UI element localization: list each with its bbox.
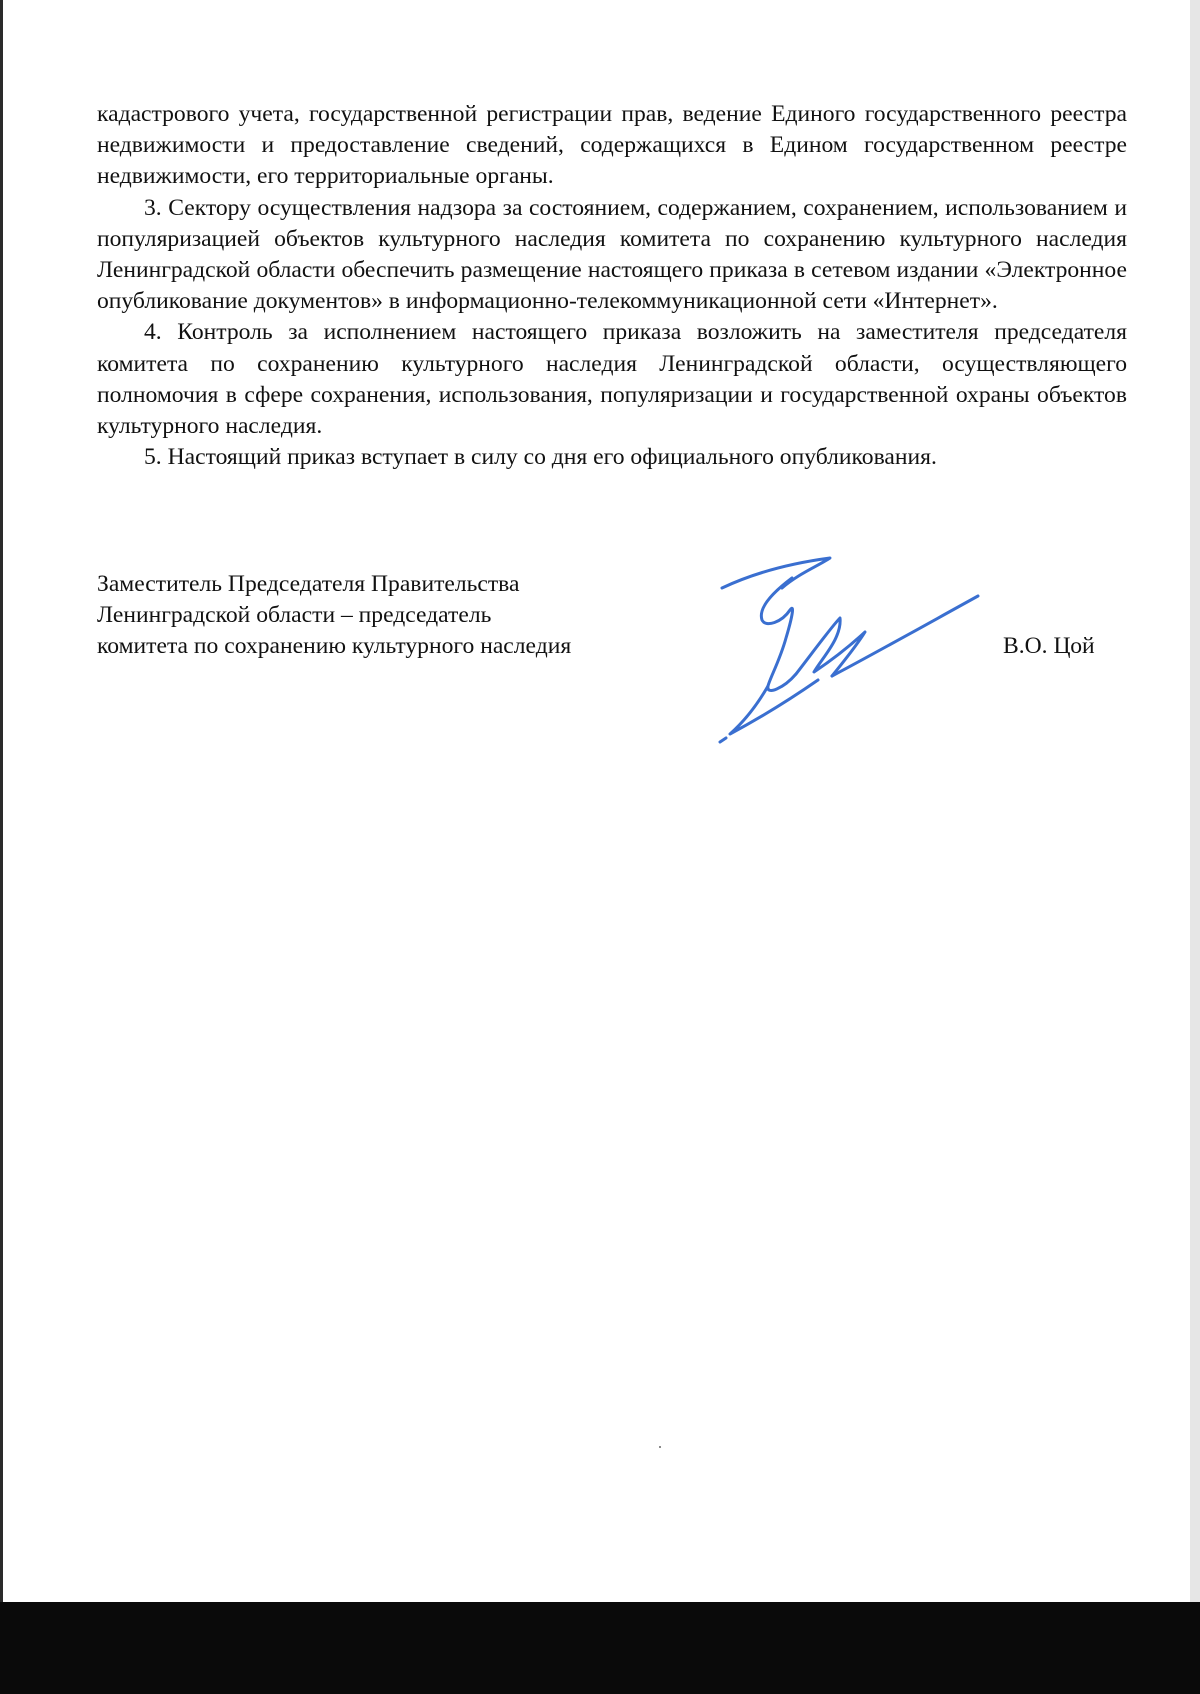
paragraph-3: 3. Сектору осуществления надзора за состоянием, содержанием, сохранением, использованием и популяризацией объектов культурного наследия комитета по сохранению культурного наследия Ленинградской области обеспечить размещение настоящего приказа в сетевом издании «Электронное опубликование документов» в информационно-телекоммуникационной сети «Интернет». (97, 194, 1127, 315)
paragraph-continuation: кадастрового учета, государственной регистрации прав, ведение Единого государственного реестра недвижимости и предоставление сведений, содержащихся в Едином государственном реестре недвижимости, его территориальные органы. (97, 101, 1127, 190)
signature-stroke (720, 738, 726, 742)
signature-stroke (796, 618, 865, 676)
scan-bottom-bar (0, 1602, 1200, 1694)
signatory-name: В.О. Цой (1003, 633, 1095, 659)
scan-edge-left (0, 0, 3, 1602)
signature-stroke (722, 558, 830, 588)
signatory-title-line: Заместитель Председателя Правительства (97, 571, 520, 597)
signature-stroke (832, 596, 978, 676)
signatory-title (97, 569, 571, 663)
paragraph-4: 4. Контроль за исполнением настоящего приказа возложить на заместителя председателя комитета по сохранению культурного наследия Ленинградской области, осуществляющего полномочия в сфере сохранения, использования, популяризации и государственной охраны объектов культурного наследия. (97, 319, 1127, 440)
document-body (97, 99, 1127, 473)
signatory-title-line: Ленинградской области – председатель (97, 602, 492, 629)
signature-stroke (730, 680, 818, 734)
signatory-title-line: комитета по сохранению культурного наследия (97, 633, 572, 660)
paragraph-5: 5. Настоящий приказ вступает в силу со дня его официального опубликования. (144, 444, 937, 471)
scan-edge-right (1190, 0, 1200, 1602)
signature-stroke (761, 578, 796, 690)
handwritten-signature (700, 548, 1000, 748)
scan-speck (659, 1446, 661, 1448)
